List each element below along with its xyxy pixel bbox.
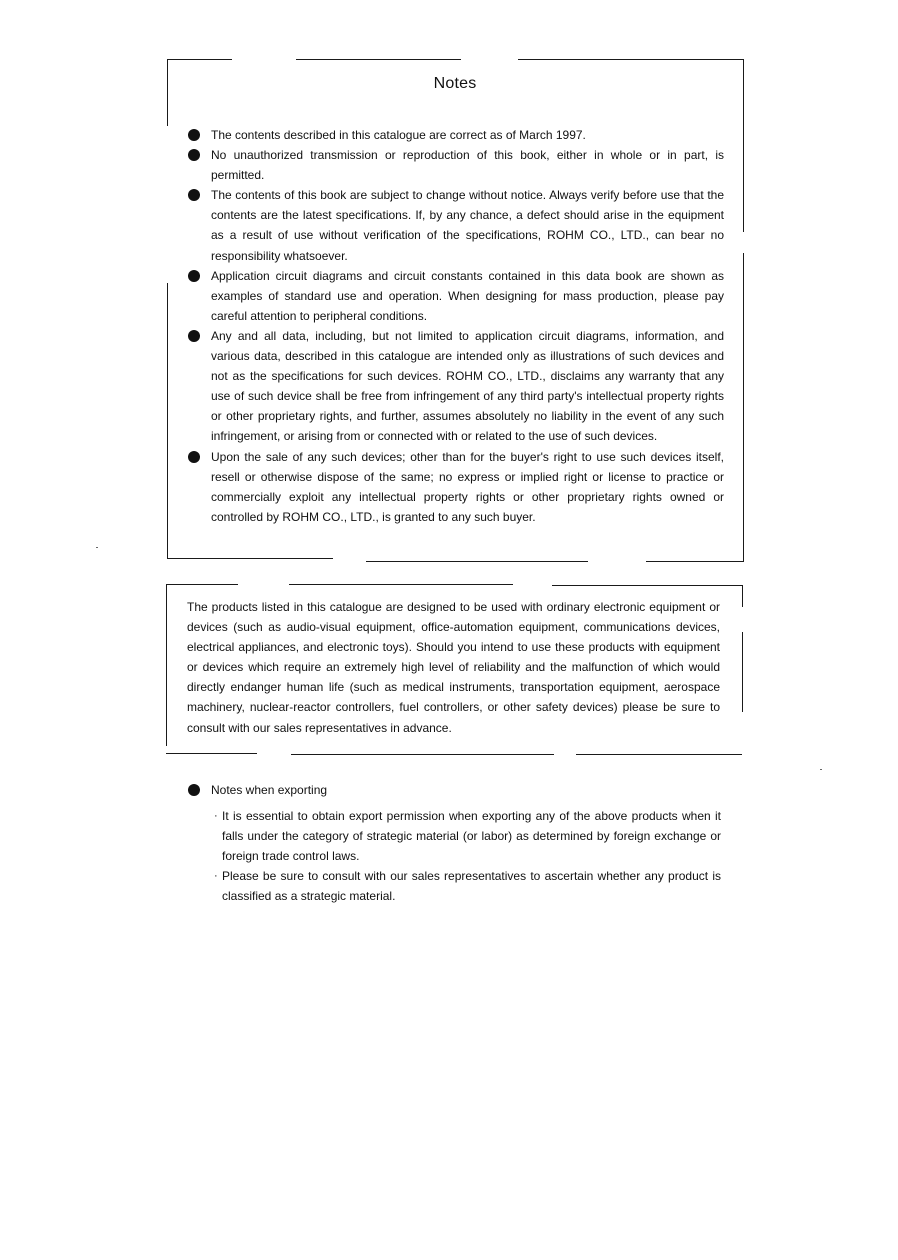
bullet-icon [188, 149, 200, 161]
note-text: Any and all data, including, but not limited to application circuit diagrams, information, and various data, described in this catalogue are intended only as illustrations of such devices and not as the specifications for such devices. ROHM CO., LTD., disclaims any warranty that any use of such device shall be free from infringement of any third party's intellectual property rights or other proprietary rights, and further, assumes absolutely no liability in the event of any such infringement, or arising from or connected with or related to the use of such devices. [211, 328, 724, 444]
notes-title: Notes [433, 75, 477, 92]
scan-speck [96, 547, 98, 548]
list-item [214, 806, 721, 866]
scan-speck [820, 769, 822, 770]
export-item-text: Please be sure to consult with our sales representatives to ascertain whether any product is classified as a strategic material. [222, 869, 721, 904]
note-text: The contents of this book are subject to change without notice. Always verify before use that the contents are the latest specifications. If, by any chance, a defect should arise in the equipment as a result of use without verification of the specifications, ROHM CO., LTD., can bear no responsibility whatsoever. [211, 188, 724, 263]
bullet-icon [188, 189, 200, 201]
list-item [188, 326, 724, 447]
export-section [188, 780, 724, 906]
list-item [188, 125, 724, 145]
note-text: Upon the sale of any such devices; other than for the buyer's right to use such devices itself, resell or otherwise dispose of the same; no express or implied right or license to practice or commercially exploit any intellectual property rights or other proprietary rights owned or controlled by ROHM CO., LTD., is granted to any such buyer. [211, 449, 724, 524]
export-heading-text: Notes when exporting [211, 783, 328, 797]
list-item [188, 185, 724, 265]
bullet-icon [188, 270, 200, 282]
list-item [188, 447, 724, 527]
bullet-dot-icon: · [214, 810, 218, 822]
export-item-text: It is essential to obtain export permission when exporting any of the above products when it falls under the category of strategic material (or labor) as determined by foreign exchange or foreign trade control laws. [222, 809, 721, 864]
list-item [188, 266, 724, 326]
list-item [188, 145, 724, 185]
export-heading [188, 780, 724, 800]
notes-list [188, 125, 724, 527]
export-list [214, 806, 721, 906]
bullet-icon [188, 784, 200, 796]
bullet-icon [188, 129, 200, 141]
note-text: The contents described in this catalogue are correct as of March 1997. [211, 128, 586, 142]
note-text: No unauthorized transmission or reproduction of this book, either in whole or in part, is permitted. [211, 148, 724, 183]
note-text: Application circuit diagrams and circuit constants contained in this data book are shown as examples of standard use and operation. When designing for mass production, please pay careful attention to peripheral conditions. [211, 268, 724, 323]
bullet-icon [188, 451, 200, 463]
bullet-dot-icon: · [214, 870, 218, 883]
warning-text: The products listed in this catalogue are designed to be used with ordinary electronic equipment or devices (such as audio-visual equipment, office-automation equipment, communications devices, electrical appliances, and electronic toys). Should you intend to use these products with equipment or devices which require an extremely high level of reliability and the malfunction of which would directly endanger human life (such as medical instruments, transportation equipment, aerospace machinery, nuclear-reactor controllers, fuel controllers, or other safety devices) please be sure to consult with our sales representatives in advance. [187, 600, 720, 735]
bullet-icon [188, 330, 200, 342]
list-item [214, 866, 721, 906]
